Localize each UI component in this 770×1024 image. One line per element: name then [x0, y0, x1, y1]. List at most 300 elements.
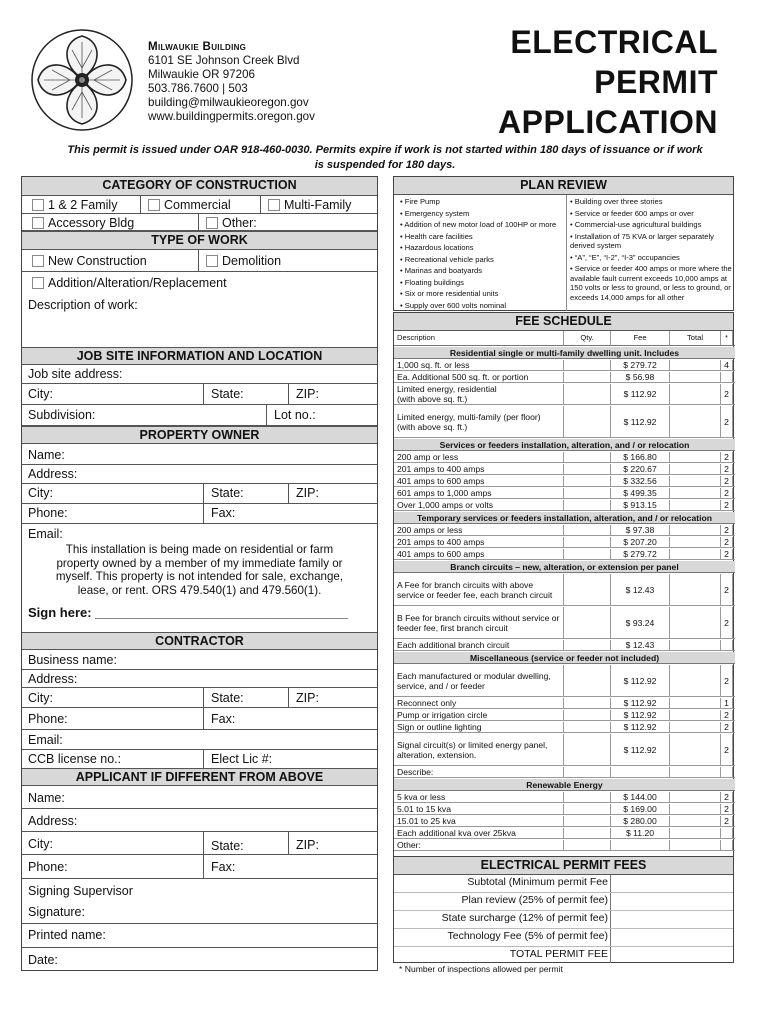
section-fee-schedule: FEE SCHEDULE: [394, 313, 733, 331]
fee-amount-cell: $ 279.72: [611, 549, 670, 559]
fee-total-cell[interactable]: [670, 767, 721, 777]
fee-total-cell[interactable]: [670, 360, 721, 370]
fee-total-cell[interactable]: [670, 476, 721, 486]
owner-stmt-line-1: This installation is being made on residential or farm: [65, 543, 334, 556]
fee-row: [394, 828, 735, 839]
org-contact-block: [148, 40, 315, 124]
checkbox-icon[interactable]: [32, 217, 44, 229]
fee-row: [394, 640, 735, 651]
fee-total-cell[interactable]: [670, 406, 721, 437]
checkbox-icon[interactable]: [32, 255, 44, 267]
fee-inspections-cell: 2: [721, 464, 733, 474]
fee-qty-cell[interactable]: [564, 464, 611, 474]
divider: [394, 928, 733, 929]
fee-qty-cell[interactable]: [564, 360, 611, 370]
applicant-city-row: [22, 832, 377, 855]
fee-qty-cell[interactable]: [564, 710, 611, 720]
cat-commercial-label: Commercial: [164, 198, 231, 212]
fee-inspections-cell: 2: [721, 804, 733, 814]
fee-amount-cell: $ 220.67: [611, 464, 670, 474]
permit-notice: [20, 143, 750, 172]
fee-total-cell[interactable]: [670, 384, 721, 404]
contractor-email-field[interactable]: [22, 730, 377, 750]
work-demo-label: Demolition: [222, 254, 282, 268]
checkbox-icon[interactable]: [206, 255, 218, 267]
fee-group-title: Residential single or multi-family dwelling unit. Includes: [394, 347, 735, 359]
fee-desc-cell: Pump or irrigation circle: [394, 710, 564, 720]
fee-amount-cell: $ 12.43: [611, 640, 670, 650]
fee-qty-cell[interactable]: [564, 372, 611, 382]
fee-total-cell[interactable]: [670, 665, 721, 696]
fee-amount-cell: [611, 840, 670, 850]
divider: [260, 196, 261, 214]
owner-state-label[interactable]: State:: [211, 486, 244, 500]
fee-desc-cell: Each additional kva over 25kva: [394, 828, 564, 838]
owner-city-row: [22, 484, 377, 504]
section-contractor: CONTRACTOR: [22, 632, 377, 650]
fee-inspections-cell: 2: [721, 792, 733, 802]
fee-inspections-cell: [721, 840, 733, 850]
divider: [288, 484, 289, 504]
fee-qty-cell[interactable]: [564, 384, 611, 404]
subtotal-row[interactable]: [394, 876, 608, 888]
fee-qty-cell[interactable]: [564, 722, 611, 732]
fee-row: [394, 698, 735, 709]
dogwood-flower-icon: [30, 28, 134, 132]
fee-row: [394, 607, 735, 639]
fee-row: [394, 384, 735, 405]
applicant-zip-label[interactable]: ZIP:: [296, 838, 319, 852]
fee-inspections-cell: 2: [721, 488, 733, 498]
plan-review-item: • “A”, “E”, “I-2”, “I-3” occupancies: [570, 252, 680, 262]
fee-inspections-cell: 1: [721, 698, 733, 708]
fee-qty-cell[interactable]: [564, 500, 611, 510]
owner-zip-label[interactable]: ZIP:: [296, 486, 319, 500]
fee-qty-cell[interactable]: [564, 607, 611, 638]
business-name-label: Business name:: [28, 653, 117, 667]
divider: [203, 384, 204, 405]
checkbox-icon[interactable]: [268, 199, 280, 211]
fee-amount-cell: $ 112.92: [611, 384, 670, 404]
applicant-name-label: Name:: [28, 791, 65, 805]
total-permit-fee-label[interactable]: TOTAL PERMIT FEE: [509, 948, 608, 960]
fee-amount-cell: $ 12.43: [611, 574, 670, 605]
divider: [203, 750, 204, 769]
permit-fees-box: [393, 856, 734, 963]
fee-inspections-cell: 2: [721, 384, 733, 404]
owner-sign-here[interactable]: Sign here: ___________________________________: [28, 605, 349, 620]
fee-inspections-cell: 2: [721, 574, 733, 605]
fee-row: [394, 574, 735, 606]
lot-label[interactable]: Lot no.:: [274, 408, 316, 422]
section-property-owner: PROPERTY OWNER: [22, 426, 377, 444]
contractor-email-label: Email:: [28, 733, 63, 747]
contractor-zip-label[interactable]: ZIP:: [296, 691, 319, 705]
work-row-1: [22, 250, 377, 272]
divider: [203, 484, 204, 504]
fee-row: [394, 537, 735, 548]
job-subdivision-row: [22, 405, 377, 426]
applicant-name-field[interactable]: [22, 786, 377, 809]
owner-phone-label[interactable]: Phone:: [28, 506, 68, 520]
fee-inspections-cell: 2: [721, 476, 733, 486]
fee-desc-cell: B Fee for branch circuits without service or feeder fee, first branch circuit: [394, 607, 564, 638]
fee-row: [394, 452, 735, 463]
owner-fax-label[interactable]: Fax:: [211, 506, 236, 520]
printed-name-field[interactable]: [22, 924, 377, 948]
fee-amount-cell: $ 913.15: [611, 500, 670, 510]
job-city-label[interactable]: City:: [28, 387, 53, 401]
plan-review-item: • Fire Pump: [400, 197, 440, 206]
fee-qty-cell[interactable]: [564, 698, 611, 708]
contractor-phone-label[interactable]: Phone:: [28, 712, 68, 726]
state-surcharge-label[interactable]: State surcharge (12% of permit fee): [441, 912, 608, 924]
fee-row: [394, 710, 735, 721]
fee-amount-cell: $ 207.20: [611, 537, 670, 547]
fee-total-cell[interactable]: [670, 792, 721, 802]
section-job-site: JOB SITE INFORMATION AND LOCATION: [22, 347, 377, 365]
fee-group-title: Renewable Energy: [394, 779, 735, 791]
fee-total-cell[interactable]: [670, 537, 721, 547]
fee-amount-cell: $ 112.92: [611, 710, 670, 720]
plan-review-list-2: [570, 197, 732, 304]
date-field[interactable]: [22, 948, 377, 971]
fee-qty-cell[interactable]: [564, 828, 611, 838]
divider: [198, 214, 199, 231]
job-address-field[interactable]: [22, 365, 377, 384]
owner-stmt-line-4: lease, or rent. ORS 479.540(1) and 479.560(1).: [77, 583, 322, 597]
job-address-label: Job site address:: [28, 367, 123, 381]
work-addition[interactable]: [26, 274, 227, 292]
fee-desc-cell: 5.01 to 15 kva: [394, 804, 564, 814]
fee-qty-cell[interactable]: [564, 804, 611, 814]
divider: [266, 405, 267, 426]
ccb-license-label[interactable]: CCB license no.:: [28, 752, 122, 766]
divider: [203, 688, 204, 708]
fee-row: [394, 767, 735, 778]
fee-total-cell[interactable]: [670, 698, 721, 708]
fee-qty-cell[interactable]: [564, 574, 611, 605]
fee-amount-cell: $ 280.00: [611, 816, 670, 826]
contractor-fax-label[interactable]: Fax:: [211, 712, 236, 726]
fee-desc-cell: 5 kva or less: [394, 792, 564, 802]
fee-qty-cell[interactable]: [564, 525, 611, 535]
fee-desc-cell: Signal circuit(s) or limited energy panel, alteration, extension.: [394, 734, 564, 765]
fee-qty-cell[interactable]: [564, 406, 611, 437]
fee-inspections-cell: [721, 767, 733, 777]
fee-desc-cell: 15.01 to 25 kva: [394, 816, 564, 826]
fee-desc-cell: Ea. Additional 500 sq. ft. or portion: [394, 372, 564, 382]
fee-inspections-cell: 2: [721, 537, 733, 547]
fee-inspections-cell: 2: [721, 452, 733, 462]
notice-line-1: This permit is issued under OAR 918-460-0030. Permits expire if work is not started within 180 days of issuance or if work: [67, 144, 703, 156]
fee-group-title: Temporary services or feeders installation, alteration, and / or relocation: [394, 512, 735, 524]
fee-amount-cell: $ 93.24: [611, 607, 670, 638]
org-name: Milwaukie Building: [148, 40, 247, 53]
fee-qty-cell[interactable]: [564, 549, 611, 559]
fee-amount-cell: $ 332.56: [611, 476, 670, 486]
owner-phone-row: [22, 504, 377, 524]
divider: [288, 832, 289, 855]
fee-amount-cell: $ 166.80: [611, 452, 670, 462]
plan-review-item: • Hazardous locations: [400, 243, 474, 252]
page-title: [498, 22, 718, 142]
applicant-state-label[interactable]: State:: [211, 839, 244, 853]
plan-review-item: • Building over three stories: [570, 197, 663, 206]
plan-review-item: • Floating buildings: [400, 277, 464, 287]
plan-review-item: • Supply over 600 volts nominal: [400, 300, 507, 310]
fee-row: [394, 722, 735, 733]
fee-total-cell[interactable]: [670, 607, 721, 638]
fee-total-cell[interactable]: [670, 452, 721, 462]
job-zip-label[interactable]: ZIP:: [296, 387, 319, 401]
fee-qty-cell[interactable]: [564, 734, 611, 765]
fee-amount-cell: [611, 767, 670, 777]
fee-amount-cell: $ 144.00: [611, 792, 670, 802]
fee-inspections-cell: 2: [721, 816, 733, 826]
fee-qty-cell[interactable]: [564, 840, 611, 850]
checkbox-icon[interactable]: [148, 199, 160, 211]
fee-inspections-cell: [721, 640, 733, 650]
fee-desc-cell: 201 amps to 400 amps: [394, 537, 564, 547]
plan-review-item: • Six or more residential units: [400, 289, 499, 298]
fee-qty-cell[interactable]: [564, 640, 611, 650]
org-address-2: Milwaukie OR 97206: [148, 68, 255, 81]
fee-row: [394, 500, 735, 511]
fee-desc-cell: Each additional branch circuit: [394, 640, 564, 650]
fee-total-cell[interactable]: [670, 710, 721, 720]
fee-qty-cell[interactable]: [564, 488, 611, 498]
contractor-phone-row: [22, 708, 377, 730]
fee-total-cell[interactable]: [670, 464, 721, 474]
fee-total-cell[interactable]: [670, 549, 721, 559]
org-phone: 503.786.7600 | 503: [148, 82, 248, 95]
fee-row: [394, 360, 735, 371]
notice-line-2: is suspended for 180 days.: [314, 158, 456, 171]
fee-desc-cell: 401 amps to 600 amps: [394, 549, 564, 559]
fee-amount-cell: $ 499.35: [611, 488, 670, 498]
fee-desc-cell: Describe:: [394, 767, 564, 777]
fee-desc-cell: 200 amps or less: [394, 525, 564, 535]
fee-total-cell[interactable]: [670, 804, 721, 814]
plan-review-item: • Installation of 75 KVA or larger separately derived system: [570, 231, 714, 250]
fee-row: [394, 464, 735, 475]
fee-header-cell: Description: [394, 331, 564, 345]
cat-multi-label: Multi-Family: [284, 198, 352, 212]
fee-row: [394, 840, 735, 851]
work-new-label: New Construction: [48, 254, 147, 268]
fee-amount-cell: $ 112.92: [611, 722, 670, 732]
plan-review-item: • Commercial-use agricultural buildings: [570, 220, 702, 229]
fee-header-cell: Total: [670, 331, 721, 345]
fee-qty-cell[interactable]: [564, 476, 611, 486]
fee-inspections-cell: 2: [721, 665, 733, 696]
cat-commercial[interactable]: [142, 196, 231, 214]
owner-name-label: Name:: [28, 448, 65, 462]
business-name-field[interactable]: [22, 650, 377, 670]
fee-total-cell[interactable]: [670, 574, 721, 605]
applicant-phone-label[interactable]: Phone:: [28, 860, 68, 874]
work-add-label: Addition/Alteration/Replacement: [48, 276, 227, 290]
signature-field[interactable]: [22, 879, 377, 924]
fee-row: [394, 816, 735, 827]
description-label: Description of work:: [28, 298, 138, 312]
work-demolition[interactable]: [200, 252, 281, 270]
fee-amount-cell: $ 11.20: [611, 828, 670, 838]
fee-amount-cell: $ 112.92: [611, 665, 670, 696]
inspections-footnote: * Number of inspections allowed per permit: [399, 964, 563, 974]
fee-inspections-cell: 2: [721, 607, 733, 638]
category-row-2: [22, 214, 377, 231]
divider: [140, 196, 141, 214]
contractor-address-field[interactable]: [22, 670, 377, 688]
fee-total-cell[interactable]: [670, 640, 721, 650]
fee-total-cell[interactable]: [670, 816, 721, 826]
fee-amount-cell: $ 169.00: [611, 804, 670, 814]
contractor-city-label[interactable]: City:: [28, 691, 53, 705]
owner-email-statement: [22, 524, 377, 641]
section-type-of-work: TYPE OF WORK: [22, 231, 377, 250]
job-city-row: [22, 384, 377, 405]
fee-qty-cell[interactable]: [564, 537, 611, 547]
fee-total-cell[interactable]: [670, 734, 721, 765]
category-row-1: [22, 196, 377, 214]
contractor-state-label[interactable]: State:: [211, 691, 244, 705]
fee-desc-cell: Limited energy, residential (with above sq. ft.): [394, 384, 564, 404]
fee-header-cell: Qty.: [564, 331, 611, 345]
section-plan-review: PLAN REVIEW: [394, 177, 733, 195]
date-label: Date:: [28, 953, 58, 967]
fee-header-row: [394, 331, 735, 346]
checkbox-icon[interactable]: [206, 217, 218, 229]
fee-header-cell: *: [721, 331, 733, 345]
description-field[interactable]: [22, 294, 377, 348]
fee-qty-cell[interactable]: [564, 767, 611, 777]
fee-qty-cell[interactable]: [564, 452, 611, 462]
org-website[interactable]: www.buildingpermits.oregon.gov: [148, 110, 315, 123]
applicant-address-field[interactable]: [22, 809, 377, 832]
fee-amount-cell: $ 279.72: [611, 360, 670, 370]
city-logo: [30, 28, 134, 132]
divider: [566, 195, 567, 311]
elect-lic-label[interactable]: Elect Lic #:: [211, 752, 273, 766]
fee-amount-cell: $ 112.92: [611, 406, 670, 437]
fee-total-cell[interactable]: [670, 372, 721, 382]
fee-group-title: Services or feeders installation, alteration, and / or relocation: [394, 439, 735, 451]
fee-desc-cell: Over 1,000 amps or volts: [394, 500, 564, 510]
fee-schedule-box: [393, 312, 734, 860]
fee-desc-cell: 401 amps to 600 amps: [394, 476, 564, 486]
divider: [610, 875, 611, 963]
owner-city-label[interactable]: City:: [28, 486, 53, 500]
owner-address-label: Address:: [28, 467, 78, 481]
fee-desc-cell: Sign or outline lighting: [394, 722, 564, 732]
fee-desc-cell: Each manufactured or modular dwelling, service, and / or feeder: [394, 665, 564, 696]
section-applicant: APPLICANT IF DIFFERENT FROM ABOVE: [22, 768, 377, 786]
subtotal-label: Subtotal (Minimum permit Fee: [467, 876, 608, 888]
fee-total-cell[interactable]: [670, 525, 721, 535]
plan-review-item: • Marinas and boatyards: [400, 266, 483, 275]
fee-inspections-cell: 2: [721, 500, 733, 510]
fee-qty-cell[interactable]: [564, 816, 611, 826]
fee-desc-cell: Other:: [394, 840, 564, 850]
signature-label: Signature:: [28, 905, 85, 919]
fee-total-cell[interactable]: [670, 722, 721, 732]
license-row: [22, 750, 377, 769]
org-email[interactable]: building@milwaukieoregon.gov: [148, 96, 309, 109]
fee-qty-cell[interactable]: [564, 665, 611, 696]
fee-inspections-cell: 2: [721, 722, 733, 732]
divider: [288, 384, 289, 405]
subdivision-label[interactable]: Subdivision:: [28, 408, 96, 422]
fee-desc-cell: 1,000 sq. ft. or less: [394, 360, 564, 370]
fee-inspections-cell: 2: [721, 710, 733, 720]
fee-amount-cell: $ 56.98: [611, 372, 670, 382]
title-line-3: APPLICATION: [497, 104, 718, 140]
fee-total-cell[interactable]: [670, 500, 721, 510]
signing-supervisor-label: Signing Supervisor: [28, 884, 133, 898]
section-permit-fees: ELECTRICAL PERMIT FEES: [394, 857, 733, 875]
fee-total-cell[interactable]: [670, 840, 721, 850]
plan-review-item: • Service or feeder 400 amps or more where the available fault current exceeds 10,000 amps at 150 volts or less to ground, or less to ground, or exceeds 14,000 amps for all other: [570, 264, 732, 302]
owner-address-field[interactable]: [22, 465, 377, 484]
fees-column: [393, 176, 734, 976]
owner-email-label[interactable]: Email:: [28, 527, 63, 541]
fee-desc-cell: A Fee for branch circuits with above service or feeder fee, each branch circuit: [394, 574, 564, 605]
divider: [394, 946, 733, 947]
fee-desc-cell: 200 amp or less: [394, 452, 564, 462]
owner-stmt-line-3: myself. This property is not intended for sale, exchange,: [55, 570, 344, 583]
job-state-label[interactable]: State:: [211, 387, 244, 401]
cat-accessory[interactable]: [26, 214, 134, 232]
owner-stmt-line-2: property owned by a member of my immediate family or: [56, 556, 343, 570]
cat-accessory-label: Accessory Bldg: [48, 216, 135, 230]
fee-group-title: Miscellaneous (service or feeder not included): [394, 652, 735, 664]
fee-amount-cell: $ 112.92: [611, 698, 670, 708]
fee-inspections-cell: 2: [721, 406, 733, 437]
fee-desc-cell: Reconnect only: [394, 698, 564, 708]
fee-inspections-cell: 4: [721, 360, 733, 370]
applicant-fax-label[interactable]: Fax:: [211, 860, 236, 874]
cat-multi-family[interactable]: [262, 196, 351, 214]
owner-name-field[interactable]: [22, 444, 377, 465]
cat-other[interactable]: [200, 214, 257, 232]
cat-other-label: Other:: [222, 216, 257, 230]
plan-review-item: • Health care facilities: [400, 231, 473, 241]
checkbox-icon[interactable]: [32, 199, 44, 211]
applicant-address-label: Address:: [28, 814, 78, 828]
fee-qty-cell[interactable]: [564, 792, 611, 802]
applicant-city-label[interactable]: City:: [28, 837, 53, 851]
fee-total-cell[interactable]: [670, 828, 721, 838]
divider: [394, 910, 733, 911]
fee-amount-cell: $ 112.92: [611, 734, 670, 765]
fee-row: [394, 549, 735, 560]
work-new[interactable]: [26, 252, 147, 270]
work-row-2: [22, 272, 377, 294]
technology-fee-label[interactable]: Technology Fee (5% of permit fee): [447, 930, 608, 942]
divider: [203, 855, 204, 879]
fee-total-cell[interactable]: [670, 488, 721, 498]
plan-review-fee-label[interactable]: Plan review (25% of permit fee): [461, 894, 608, 906]
plan-review-item: • Service or feeder 600 amps or over: [570, 208, 694, 218]
checkbox-icon[interactable]: [32, 277, 44, 289]
owner-statement: [22, 543, 377, 597]
fee-desc-cell: Limited energy, multi-family (per floor) (with above sq. ft.): [394, 406, 564, 437]
divider: [203, 832, 204, 855]
fee-inspections-cell: 2: [721, 525, 733, 535]
cat-1-2-family[interactable]: [26, 196, 117, 214]
